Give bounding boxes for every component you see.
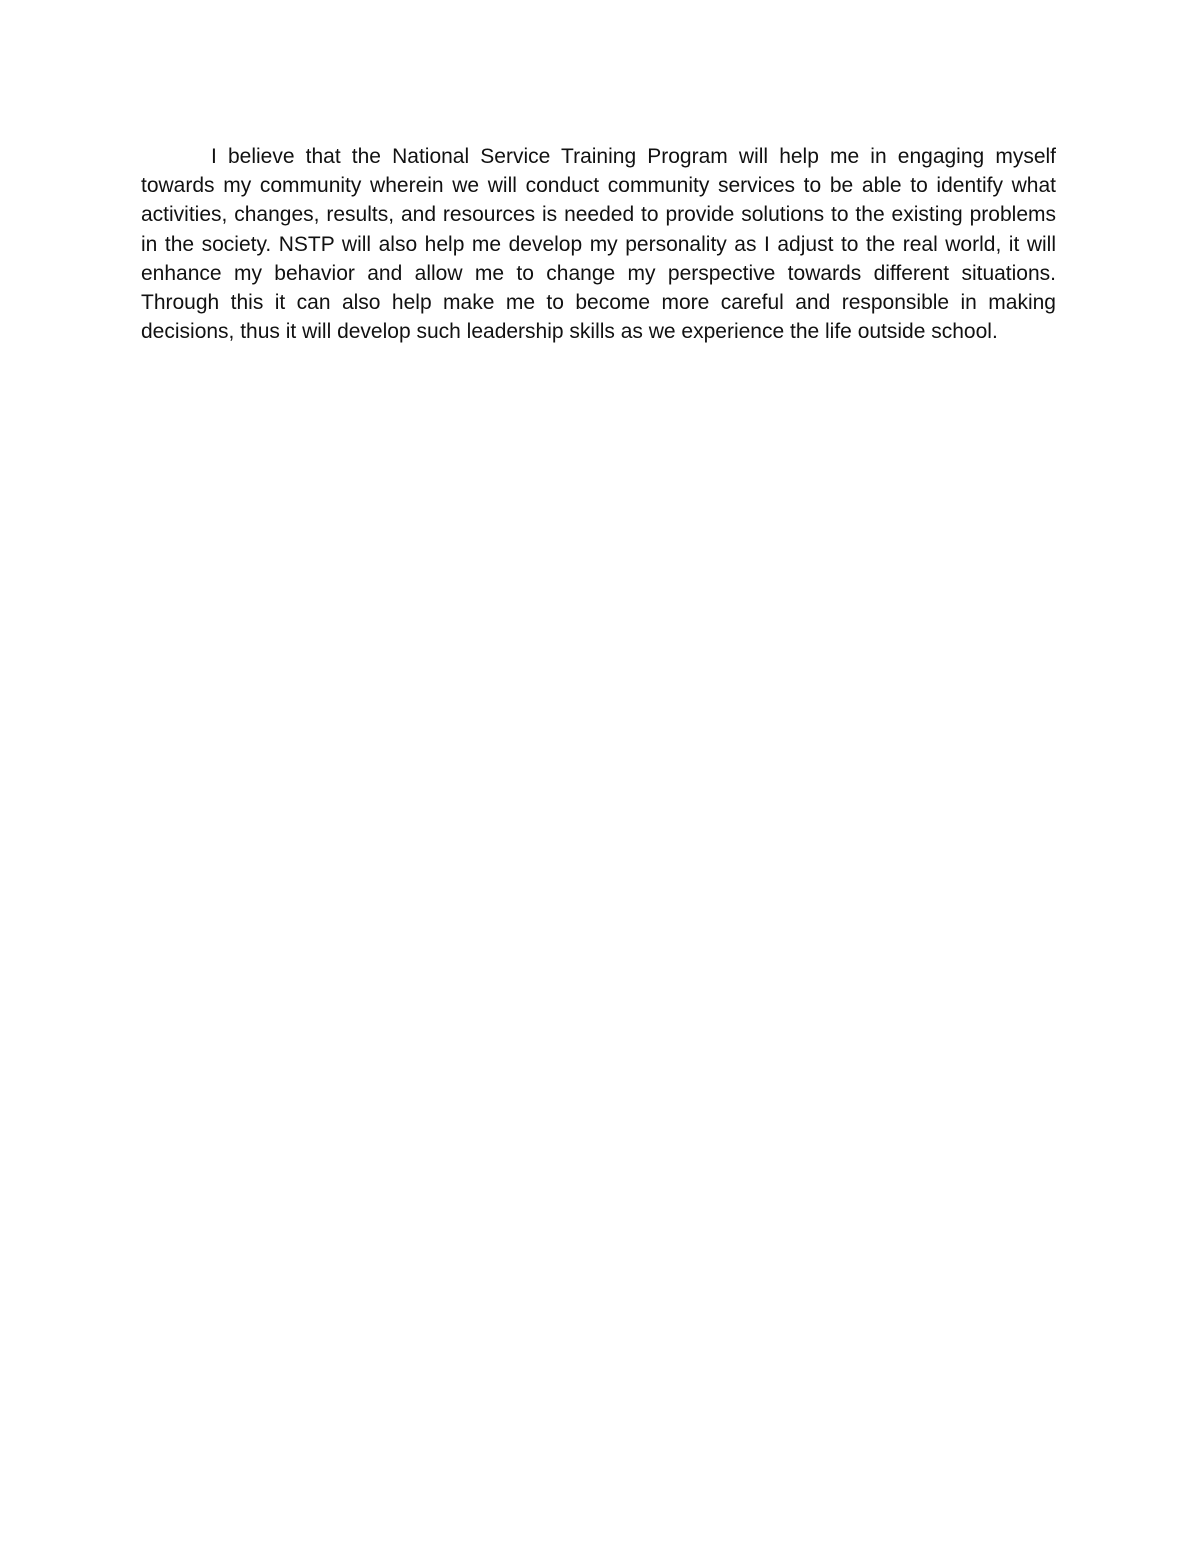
essay-paragraph: I believe that the National Service Training Program will help me in engaging myself towards my community wherein we will conduct community services to be able to identify what activities, changes, results, and resources is needed to provide solutions to the existing problems in the society. NSTP will also help me develop my personality as I adjust to the real world, it will enhance my behavior and allow me to change my perspective towards different situations. Through this it can also help make me to become more careful and responsible in making decisions, thus it will develop such leadership skills as we experience the life outside school. — [141, 145, 1056, 344]
